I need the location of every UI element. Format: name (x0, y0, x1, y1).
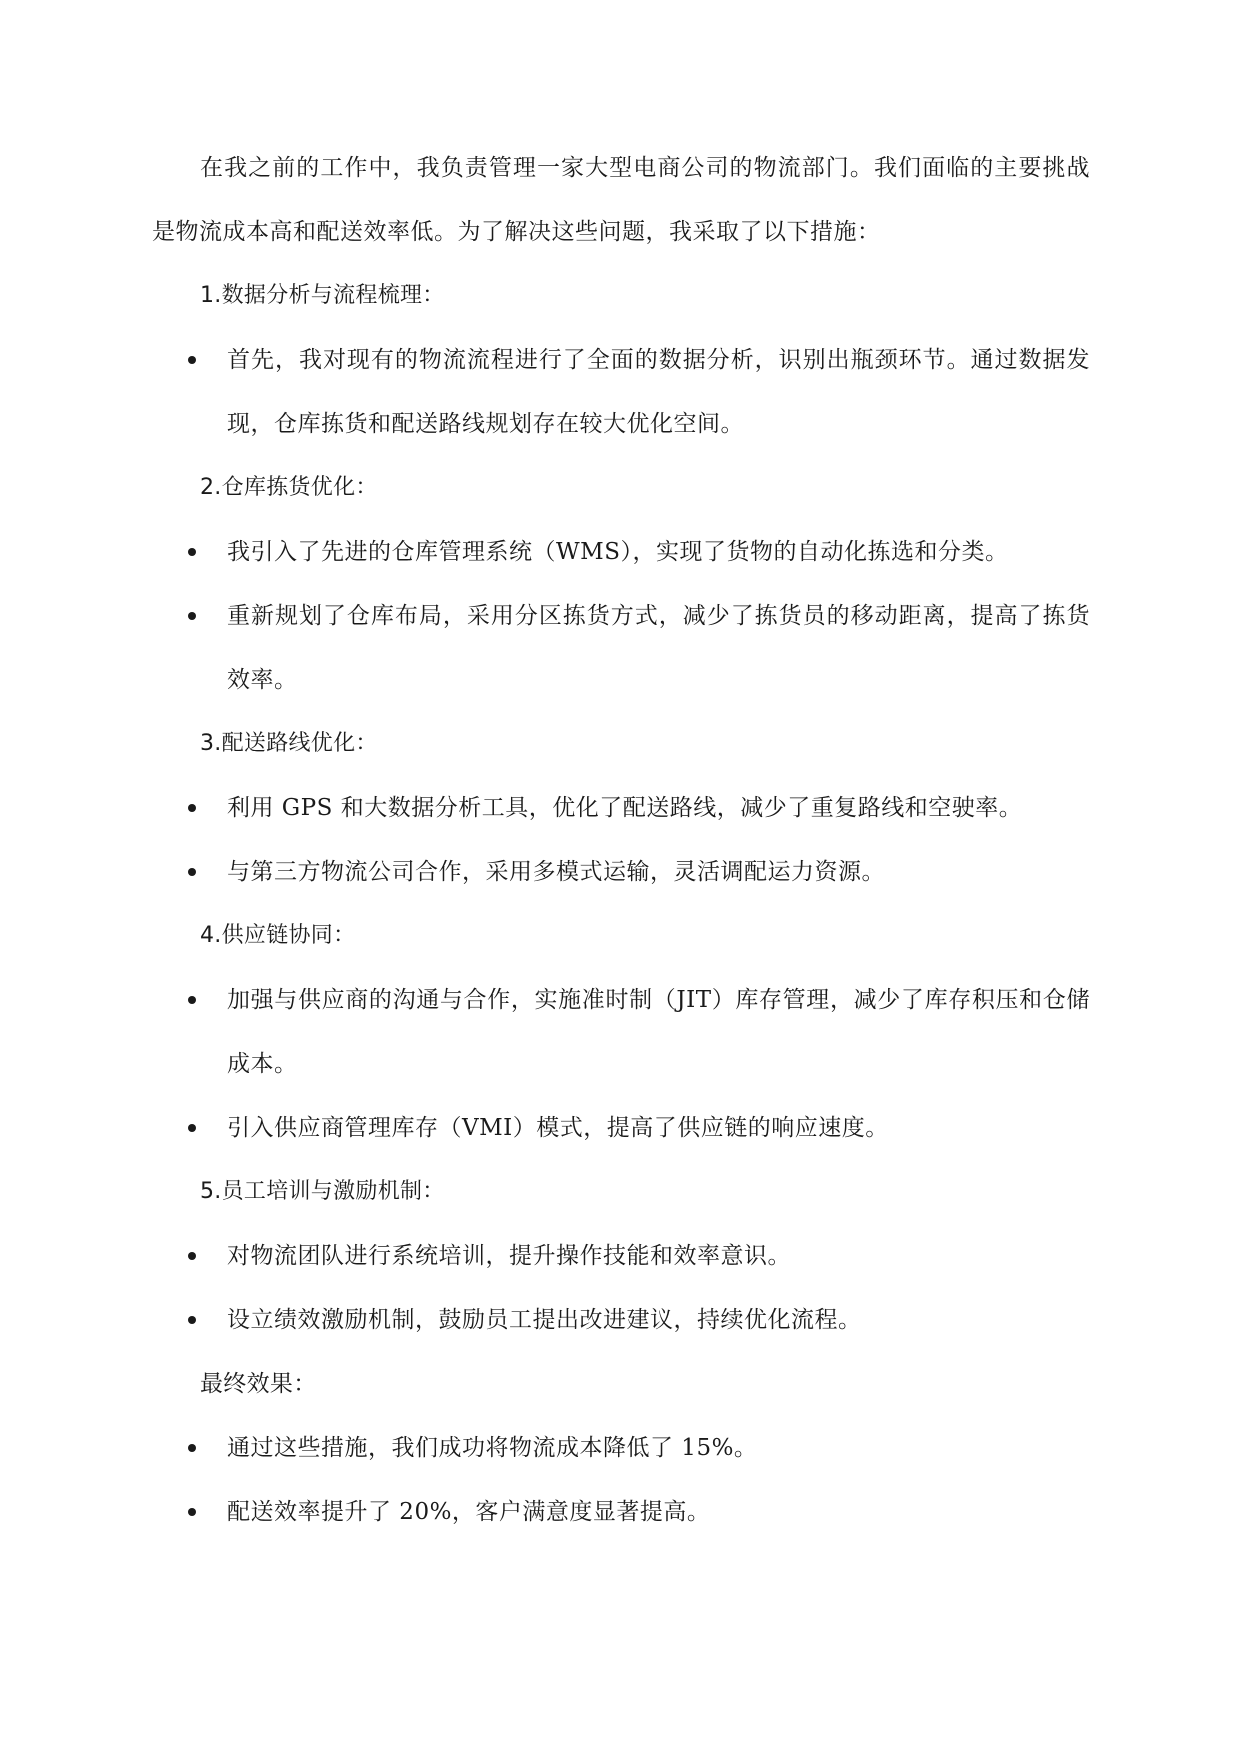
bullet-icon (188, 1252, 196, 1260)
bullet-list (152, 968, 1090, 1160)
section-heading: 1.数据分析与流程梳理： (200, 283, 445, 308)
bullet-icon (188, 868, 196, 876)
list-item-text: 首先，我对现有的物流流程进行了全面的数据分析，识别出瓶颈环节。通过数据发现，仓库拣货和配送路线规划存在较大优化空间。 (227, 347, 1090, 437)
list-item (152, 520, 1090, 584)
bullet-icon (188, 1316, 196, 1324)
list-item (152, 1224, 1090, 1288)
list-item-text: 设立绩效激励机制，鼓励员工提出改进建议，持续优化流程。 (227, 1307, 862, 1333)
section-staff-training (152, 1160, 1090, 1352)
bullet-icon (188, 1508, 196, 1516)
list-item-text: 与第三方物流公司合作，采用多模式运输，灵活调配运力资源。 (227, 859, 885, 885)
bullet-list (152, 1224, 1090, 1352)
bullet-icon (188, 804, 196, 812)
bullet-icon (188, 356, 196, 364)
list-item (152, 776, 1090, 840)
list-item-text: 对物流团队进行系统培训，提升操作技能和效率意识。 (227, 1243, 791, 1269)
list-item (152, 1096, 1090, 1160)
list-item (152, 1480, 1090, 1544)
list-item-text: 引入供应商管理库存（VMI）模式，提高了供应链的响应速度。 (227, 1115, 889, 1141)
section-final-results (152, 1352, 1090, 1544)
list-item (152, 584, 1090, 712)
bullet-list (152, 328, 1090, 456)
list-item-text: 重新规划了仓库布局，采用分区拣货方式，减少了拣货员的移动距离，提高了拣货效率。 (227, 603, 1090, 693)
section-heading: 最终效果： (200, 1371, 317, 1397)
bullet-list (152, 776, 1090, 904)
bullet-icon (188, 612, 196, 620)
section-warehouse-picking (152, 456, 1090, 712)
bullet-list (152, 1416, 1090, 1544)
bullet-icon (188, 1444, 196, 1452)
list-item (152, 328, 1090, 456)
list-item (152, 968, 1090, 1096)
list-item (152, 840, 1090, 904)
bullet-icon (188, 548, 196, 556)
list-item-text: 加强与供应商的沟通与合作，实施准时制（JIT）库存管理，减少了库存积压和仓储成本。 (227, 987, 1090, 1077)
list-item-text: 我引入了先进的仓库管理系统（WMS），实现了货物的自动化拣选和分类。 (227, 539, 1009, 565)
section-heading: 3.配送路线优化： (200, 731, 378, 756)
list-item-text: 配送效率提升了 20%，客户满意度显著提高。 (227, 1499, 711, 1525)
list-item-text: 利用 GPS 和大数据分析工具，优化了配送路线，减少了重复路线和空驶率。 (227, 795, 1023, 821)
bullet-list (152, 520, 1090, 712)
section-delivery-route (152, 712, 1090, 904)
intro-paragraph: 在我之前的工作中，我负责管理一家大型电商公司的物流部门。我们面临的主要挑战是物流成本高和配送效率低。为了解决这些问题，我采取了以下措施： (152, 155, 1090, 245)
list-item-text: 通过这些措施，我们成功将物流成本降低了 15%。 (227, 1435, 758, 1461)
bullet-icon (188, 996, 196, 1004)
list-item (152, 1288, 1090, 1352)
bullet-icon (188, 1124, 196, 1132)
document-body (152, 136, 1090, 1544)
section-supply-chain (152, 904, 1090, 1160)
section-heading: 4.供应链协同： (200, 923, 356, 948)
section-data-analysis (152, 264, 1090, 456)
section-heading: 2.仓库拣货优化： (200, 475, 378, 500)
section-heading: 5.员工培训与激励机制： (200, 1179, 445, 1204)
list-item (152, 1416, 1090, 1480)
